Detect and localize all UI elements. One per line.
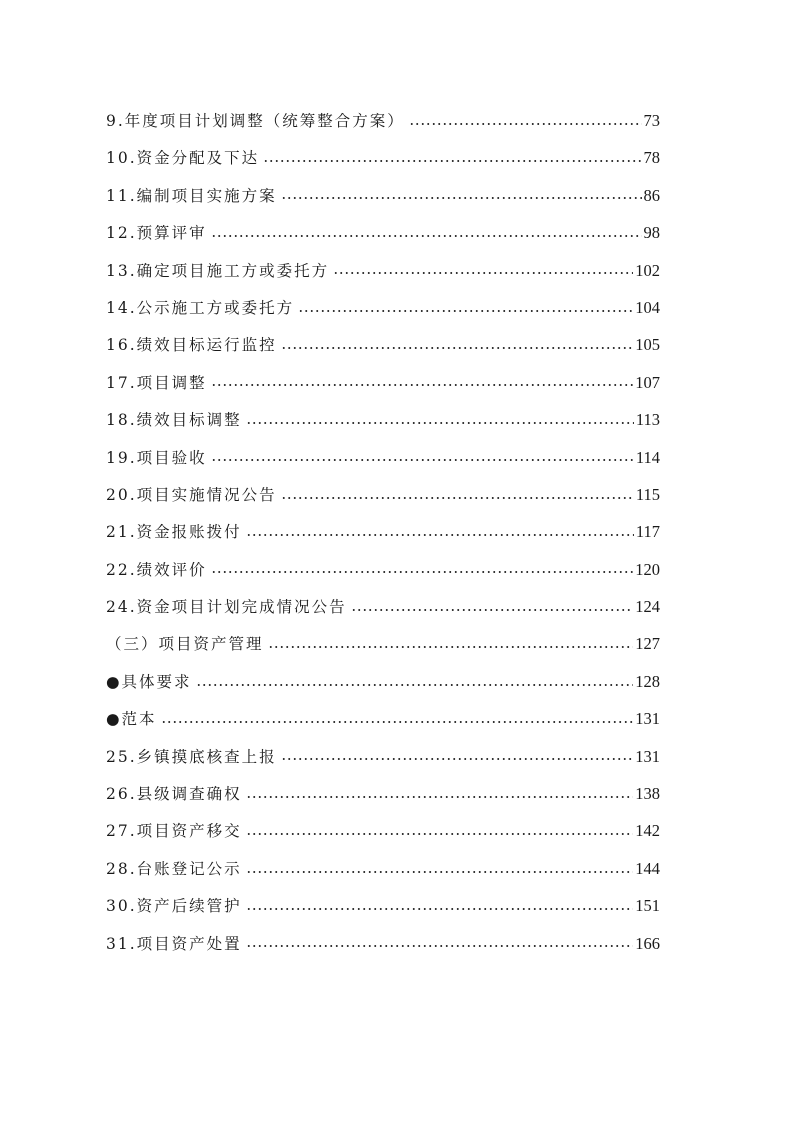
toc-entry[interactable]	[106, 476, 660, 513]
toc-leader-dots	[246, 829, 634, 839]
toc-entry-page: 117	[635, 522, 660, 542]
toc-entry-title: 13.确定项目施工方或委托方	[106, 261, 330, 280]
toc-leader-dots	[298, 306, 633, 316]
toc-entry-title: 27.项目资产移交	[106, 822, 242, 841]
toc-entry-page: 86	[643, 185, 660, 205]
toc-entry-title: 11.编制项目实施方案	[106, 186, 277, 205]
toc-entry-page: 98	[643, 223, 660, 243]
toc-entry-page: 124	[635, 597, 660, 617]
toc-entry[interactable]	[106, 102, 660, 139]
toc-entry-title: 22.绩效评价	[106, 560, 207, 579]
toc-entry-page: 102	[635, 260, 660, 280]
toc-entry-title: 16.绩效目标运行监控	[106, 336, 277, 355]
toc-leader-dots	[161, 717, 634, 727]
toc-entry[interactable]	[106, 439, 660, 476]
toc-entry-page: 113	[635, 410, 660, 430]
toc-entry-title: ●范本	[106, 710, 157, 729]
toc-entry-title: 19.项目验收	[106, 448, 207, 467]
toc-entry-title: 24.资金项目计划完成情况公告	[106, 598, 347, 617]
toc-entry-title: 9.年度项目计划调整（统筹整合方案）	[106, 112, 405, 130]
toc-entry[interactable]	[106, 214, 660, 251]
toc-entry-page: 127	[635, 634, 660, 654]
toc-leader-dots	[281, 343, 634, 353]
toc-leader-dots	[211, 380, 634, 390]
toc-entry[interactable]	[106, 925, 660, 962]
toc-entry-page: 105	[635, 335, 660, 355]
toc-entry[interactable]	[106, 663, 660, 700]
toc-leader-dots	[196, 680, 634, 690]
toc-leader-dots	[246, 530, 634, 540]
toc-leader-dots	[409, 119, 642, 129]
toc-leader-dots	[211, 455, 634, 465]
toc-entry[interactable]	[106, 401, 660, 438]
toc-entry-title: 26.县级调查确权	[106, 785, 242, 804]
toc-leader-dots	[246, 792, 634, 802]
toc-entry[interactable]	[106, 252, 660, 289]
toc-entry-page: 142	[635, 821, 660, 841]
toc-entry-page: 107	[635, 372, 660, 392]
table-of-contents	[106, 102, 660, 962]
toc-entry-page: 151	[635, 896, 660, 916]
toc-leader-dots	[268, 642, 634, 652]
toc-entry[interactable]	[106, 177, 660, 214]
toc-entry[interactable]	[106, 513, 660, 550]
toc-entry-title: 14.公示施工方或委托方	[106, 298, 295, 317]
toc-leader-dots	[246, 904, 634, 914]
toc-entry-title: 28.台账登记公示	[106, 859, 242, 878]
toc-entry-page: 131	[635, 709, 660, 729]
toc-leader-dots	[281, 754, 634, 764]
toc-leader-dots	[333, 268, 633, 278]
toc-entry-page: 104	[635, 297, 660, 317]
toc-entry[interactable]	[106, 738, 660, 775]
toc-leader-dots	[246, 418, 634, 428]
toc-entry-title: 30.资产后续管护	[106, 897, 242, 916]
toc-leader-dots	[281, 193, 642, 203]
toc-entry[interactable]	[106, 812, 660, 849]
toc-entry-page: 115	[635, 484, 660, 504]
toc-leader-dots	[281, 493, 634, 503]
toc-entry-title: 21.资金报账拨付	[106, 523, 242, 542]
toc-entry-page: 120	[635, 559, 660, 579]
toc-entry-title: 25.乡镇摸底核查上报	[106, 747, 277, 766]
toc-entry-title: 10.资金分配及下达	[106, 149, 260, 168]
toc-leader-dots	[351, 605, 634, 615]
toc-entry-page: 128	[635, 671, 660, 691]
toc-entry-page: 138	[635, 784, 660, 804]
toc-entry-title: 18.绩效目标调整	[106, 411, 242, 430]
toc-entry[interactable]	[106, 326, 660, 363]
toc-leader-dots	[211, 231, 642, 241]
toc-entry[interactable]	[106, 700, 660, 737]
toc-entry-title: 17.项目调整	[106, 373, 207, 392]
toc-entry[interactable]	[106, 775, 660, 812]
toc-entry[interactable]	[106, 139, 660, 176]
toc-entry-page: 144	[635, 858, 660, 878]
toc-entry-page: 166	[635, 933, 660, 953]
toc-leader-dots	[211, 567, 634, 577]
toc-entry-title: （三）项目资产管理	[106, 635, 264, 654]
toc-leader-dots	[246, 867, 634, 877]
toc-entry-title: 31.项目资产处置	[106, 934, 242, 953]
toc-entry-title: ●具体要求	[106, 672, 192, 691]
toc-leader-dots	[263, 156, 641, 166]
toc-entry[interactable]	[106, 551, 660, 588]
toc-entry[interactable]	[106, 289, 660, 326]
toc-entry-title: 20.项目实施情况公告	[106, 485, 277, 504]
toc-leader-dots	[246, 941, 634, 951]
toc-entry[interactable]	[106, 887, 660, 924]
toc-entry[interactable]	[106, 850, 660, 887]
toc-entry-page: 73	[643, 111, 660, 130]
toc-entry-page: 114	[635, 447, 660, 467]
toc-entry-page: 78	[643, 148, 660, 168]
toc-entry[interactable]	[106, 588, 660, 625]
toc-entry[interactable]	[106, 625, 660, 662]
toc-entry[interactable]	[106, 364, 660, 401]
toc-entry-page: 131	[635, 746, 660, 766]
toc-entry-title: 12.预算评审	[106, 224, 207, 243]
